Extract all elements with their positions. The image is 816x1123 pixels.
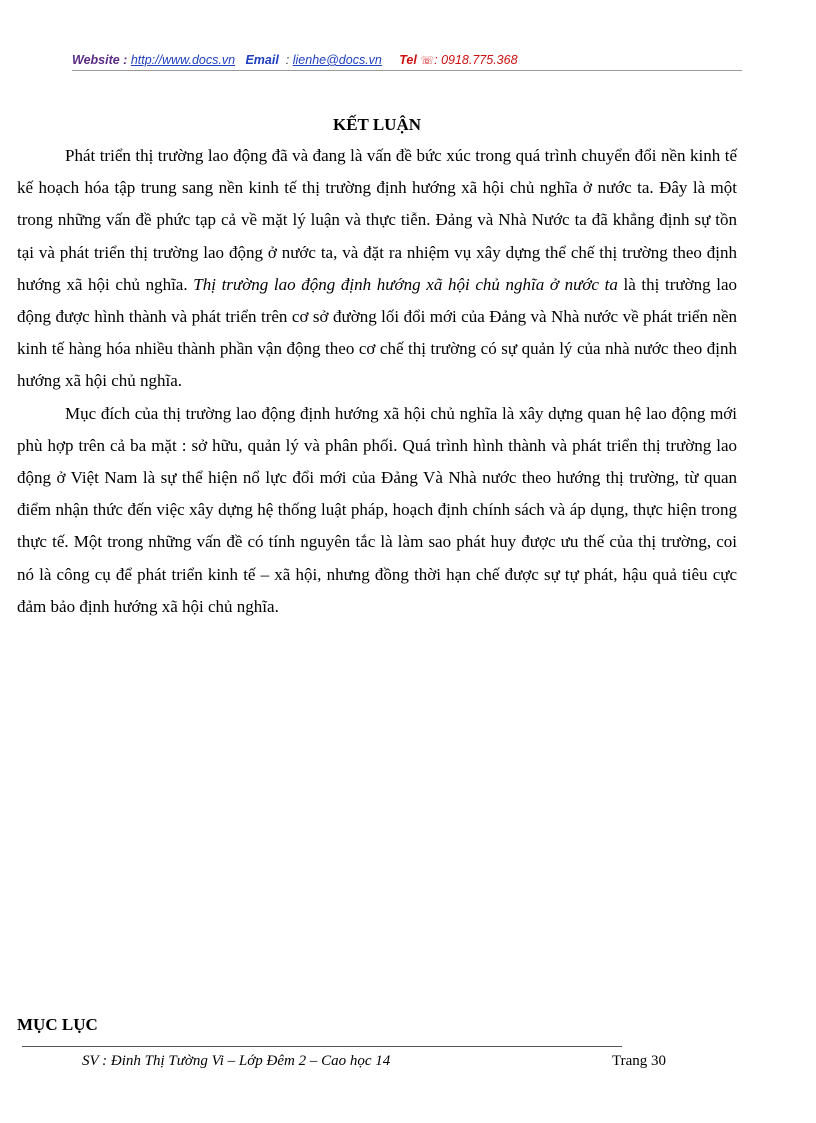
footer-author: SV : Đinh Thị Tường Vi – Lớp Đêm 2 – Cao học 14: [82, 1053, 391, 1069]
paragraph-1: [17, 140, 737, 398]
email-separator: :: [285, 53, 290, 67]
paragraph-1-italic: Thị trường lao động định hướng xã hội chủ nghĩa ở nước ta: [193, 274, 618, 294]
phone-icon: ☏: [420, 55, 435, 67]
website-label: Website :: [72, 53, 128, 67]
email-label: Email: [245, 53, 279, 67]
page-number: Trang 30: [612, 1053, 667, 1069]
toc-heading: MỤC LỤC: [17, 1015, 98, 1034]
paragraph-1-text-a: Phát triển thị trường lao động đã và đang là vấn đề bức xúc trong quá trình chuyển đổi nền kinh tế kế hoạch hóa tập trung sang nền kinh tế thị trường định hướng xã hội chủ nghĩa ở nước ta. Đây là một trong những vấn đề phức tạp cả về mặt lý luận và thực tiễn. Đảng và Nhà Nước ta đã khẳng định sự tồn tại và phát triển thị trường lao động ở nước ta, và đặt ra nhiệm vụ xây dựng thể chế thị trường theo định hướng xã hội chủ nghĩa.: [17, 146, 737, 294]
tel-label: Tel: [399, 53, 417, 67]
paragraph-2: Mục đích của thị trường lao động định hướng xã hội chủ nghĩa là xây dựng quan hệ lao động mới phù hợp trên cả ba mặt : sở hữu, quản lý và phân phối. Quá trình hình thành và phát triển thị trường lao động ở Việt Nam là sự thể hiện nổ lực đổi mới của Đảng Và Nhà nước theo hướng thị trường, từ quan điểm nhận thức đến việc xây dựng hệ thống luật pháp, hoạch định chính sách và áp dụng, thực hiện trong thực tế. Một trong những vấn đề có tính nguyên tắc là làm sao phát huy được ưu thế của thị trường, coi nó là công cụ để phát triển kinh tế – xã hội, nhưng đồng thời hạn chế được sự tự phát, hậu quả tiêu cực đảm bảo định hướng xã hội chủ nghĩa.: [17, 403, 737, 616]
paragraph-1-text-b: là thị trường lao động được hình thành và phát triển trên cơ sở đường lối đổi mới của Đảng và Nhà nước về phát triển nền kinh tế hàng hóa nhiều thành phần vận động theo cơ chế thị trường có sự quản lý của nhà nước theo định hướng xã hội chủ nghĩa.: [17, 274, 738, 391]
page-header: [72, 53, 742, 67]
phone-number: : 0918.775.368: [434, 53, 518, 67]
document-body: [17, 140, 737, 623]
header-divider: [72, 70, 742, 71]
website-link[interactable]: http://www.docs.vn: [130, 53, 236, 67]
email-link[interactable]: lienhe@docs.vn: [292, 53, 382, 67]
footer-divider: [22, 1046, 622, 1047]
page-title: KẾT LUẬN: [332, 115, 421, 134]
